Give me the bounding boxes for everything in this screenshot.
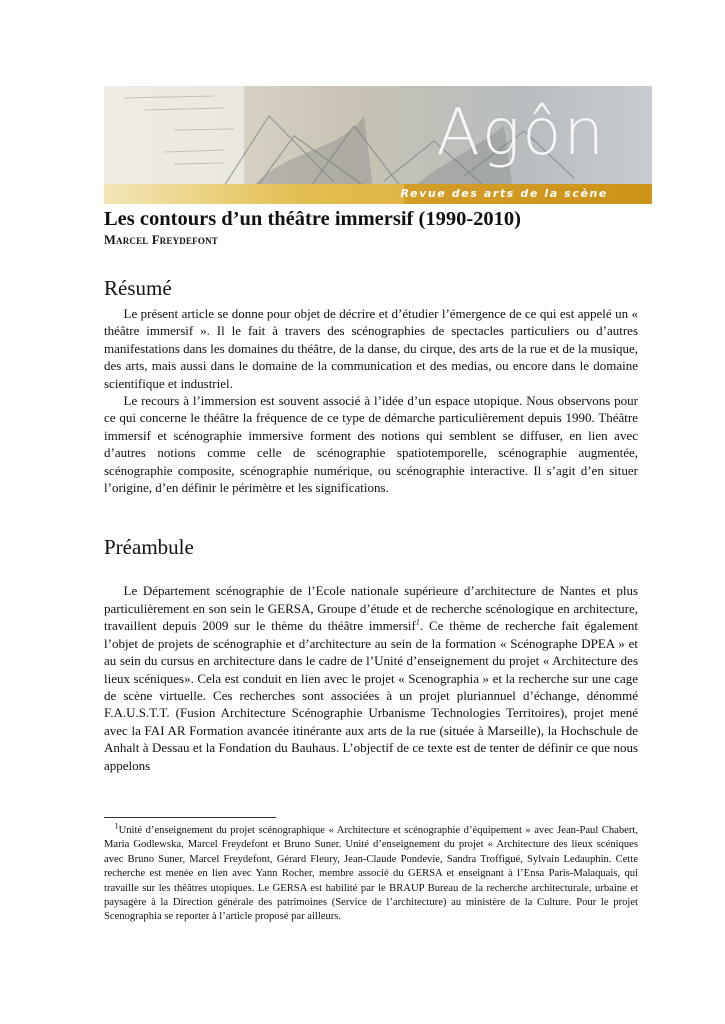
journal-subtitle: Revue des arts de la scène: [400, 187, 608, 200]
footnote-number: 1: [114, 821, 119, 831]
article-title: Les contours d’un théâtre immersif (1990-2010): [104, 208, 521, 230]
preambule-text-before-note: Le Département scénographie de l’Ecole nationale supérieure d’architecture de Nantes et plus particulièrement en son sein le GERSA, Groupe d’étude et de recherche scénologique en architecture, travaillent depuis 2009 sur le thème du théâtre immersif: [104, 583, 638, 634]
footnote: [104, 821, 638, 925]
section-heading-resume: Résumé: [104, 276, 172, 300]
resume-paragraph-1-text: Le présent article se donne pour objet de décrire et d’étudier l’émergence de ce qui est appelé un « théâtre immersif ». Il le fait à travers des scénographies de spectacles particuliers ou d’autres manifestations dans les domaines du théâtre, de la danse, du cirque, des arts de la rue et de la musique, des arts, mais aussi dans le domaine de la communication et des medias, ou encore dans le domaine scientifique et industriel.: [104, 306, 638, 391]
preambule-paragraph: [104, 582, 638, 773]
footnote-reference[interactable]: 1: [415, 617, 420, 627]
journal-logo-word: Agôn: [436, 96, 606, 170]
resume-paragraph-2-text: Le recours à l’immersion est souvent associé à l’idée d’un espace utopique. Nous observons pour ce qui concerne le théâtre la fréquence de ce type de démarche particulièrement depuis 1990. Théâtre immersif et scénographie immersive forment des notions qui semblent se diffuser, en lien avec d’autres notions comme celle de scénographie spatiotemporelle, scénographie augmentée, scénographie composite, scénographie numérique, ou scénographie interactive. Il s’agit d’en situer l’origine, d’en définir le périmètre et les significations.: [104, 393, 638, 496]
article-author: Marcel Freydefont: [104, 233, 218, 247]
footnote-text: Unité d’enseignement du projet scénographique « Architecture et scénographie d’équipement » avec Jean-Paul Chabert, Maria Godlewska, Marcel Freydefont et Bruno Suner. Unité d’enseignement du projet « Architecture des lieux scéniques avec Bruno Suner, Marcel Freydefont, Gérard Fleury, Jean-Claude Pondevie, Sandra Troffigué, Sylvain Ledauphin. Cette recherche est menée en lien avec Yann Rocher, membre associé du GERSA et enseignant à l’Ensa Paris-Malaquais, qui travaille sur les théâtres utopiques. Le GERSA est habilité par le BRAUP Bureau de la recherche architecturale, urbaine et paysagère à la Direction générale des patrimoines (Service de l’architecture) au ministère de la Culture. Pour le projet Scenographia se reporter à l’article proposé par ailleurs.: [104, 825, 638, 923]
section-heading-preambule: Préambule: [104, 535, 194, 560]
footnote-separator: [104, 817, 276, 818]
preambule-text-after-note: . Ce thème de recherche fait également l’objet de projets de scénographie et d’architecture au sein de la formation « Scénographe DPEA » et au sein du cursus en architecture dans le cadre de l’Unité d’enseignement du projet « Architecture des lieux scéniques». Cela est conduit en lien avec le projet « Scenographia » et la recherche sur une cage de scène virtuelle. Ces recherches sont associées à un projet pluriannuel d’échange, dénommé F.A.U.S.T.T. (Fusion Architecture Scénographie Urbanisme Technologies Territoires), projet mené avec la FAI AR Formation avancée itinérante aux arts de la rue (située à Marseille), la Hochschule de Anhalt à Dessau et la Fondation du Bauhaus. L’objectif de ce texte est de tenter de définir ce que nous appelons: [104, 618, 638, 773]
resume-paragraph-2: [104, 392, 638, 496]
resume-paragraph-1: [104, 305, 638, 392]
article-body: [104, 206, 638, 774]
journal-banner: [104, 86, 652, 204]
